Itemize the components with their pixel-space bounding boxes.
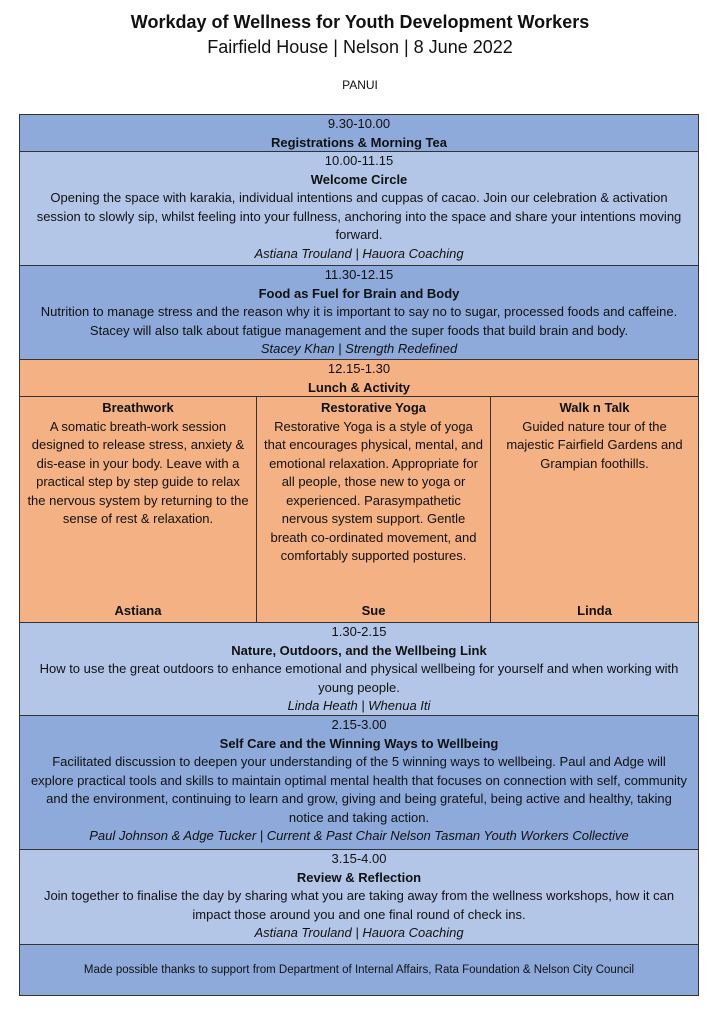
session-lunch-activity [20,360,698,397]
activity-leader: Astiana [114,602,162,618]
activity-leader: Sue [361,602,386,618]
activity-title: Restorative Yoga [320,400,426,415]
sponsor-footer: Made possible thanks to support from Department of Internal Affairs, Rata Foundation & Nelson City Council [20,945,698,995]
activity-options [20,397,698,623]
session-title: Lunch & Activity [307,379,411,395]
session-description: Join together to finalise the day by sharing what you are taking away from the wellness workshops, how it can impact those around you and one final round of check ins. [43,888,675,922]
session-time: 11.30-12.15 [324,267,394,282]
panui-label: PANUI [342,78,378,92]
document-subtitle: Fairfield House | Nelson | 8 June 2022 [207,37,513,57]
schedule-table [19,114,699,996]
session-presenter: Stacey Khan | Strength Redefined [260,341,458,356]
session-presenter: Linda Heath | Whenua Iti [287,698,431,713]
activity-description: A somatic breath-work session designed to release stress, anxiety & dis-ease in your body. Leave with a practical step by step guide to relax the nervous system by returning to the sense of rest & relaxation. [27,418,249,526]
activity-breathwork [20,397,257,622]
session-welcome-circle [20,152,698,266]
activity-description: Restorative Yoga is a style of yoga that encourages physical, mental, and emotional relaxation. Appropriate for all people, those new to yoga or experienced. Parasympathetic nervous system support. Gentle breath co-ordinated movement, and comfortably supported postures. [264,418,483,563]
session-self-care [20,716,698,850]
session-title: Self Care and the Winning Ways to Wellbeing [219,735,499,751]
session-description: Nutrition to manage stress and the reason why it is important to say no to sugar, processed foods and caffeine. Stacey will also talk about fatigue management and the super foods that build brain and body. [40,304,678,338]
activity-restorative-yoga [257,397,491,622]
session-nature-outdoors [20,623,698,716]
session-food-as-fuel [20,266,698,360]
activity-description: Guided nature tour of the majestic Fairfield Gardens and Grampian foothills. [506,418,683,471]
session-time: 2.15-3.00 [331,717,387,732]
session-title: Nature, Outdoors, and the Wellbeing Link [231,642,487,658]
session-time: 10.00-11.15 [324,153,394,168]
session-title: Registrations & Morning Tea [271,134,447,150]
session-time: 9.30-10.00 [327,116,391,131]
session-registrations [20,115,698,152]
session-time: 1.30-2.15 [331,624,387,639]
session-presenter: Astiana Trouland | Hauora Coaching [254,245,464,261]
activity-title: Breathwork [102,400,174,415]
session-presenter: Paul Johnson & Adge Tucker | Current & Past Chair Nelson Tasman Youth Workers Collective [89,828,629,843]
activity-title: Walk n Talk [559,400,630,415]
session-review-reflection [20,850,698,945]
session-time: 3.15-4.00 [331,851,387,866]
session-title: Welcome Circle [310,171,408,187]
session-description: How to use the great outdoors to enhance emotional and physical wellbeing for yourself and when working with young people. [39,661,679,695]
session-title: Food as Fuel for Brain and Body [258,285,460,301]
session-title: Review & Reflection [296,869,422,885]
activity-leader: Linda [577,602,612,618]
session-presenter: Astiana Trouland | Hauora Coaching [254,925,464,940]
session-description: Facilitated discussion to deepen your understanding of the 5 winning ways to wellbeing. Paul and Adge will explore practical tools and skills to maintain optimal mental health that focuses on connection with self, community and the environment, continuing to learn and grow, giving and being grateful, being active and healthy, taking notice and taking action. [30,754,688,825]
document-title: Workday of Wellness for Youth Development Workers [130,12,590,32]
session-description: Opening the space with karakia, individual intentions and cuppas of cacao. Join our celebration & activation session to slowly sip, whilst feeling into your fullness, anchoring into the space and share your intentions moving forward. [36,190,682,242]
activity-walk-n-talk [491,397,698,622]
session-time: 12.15-1.30 [327,361,391,376]
